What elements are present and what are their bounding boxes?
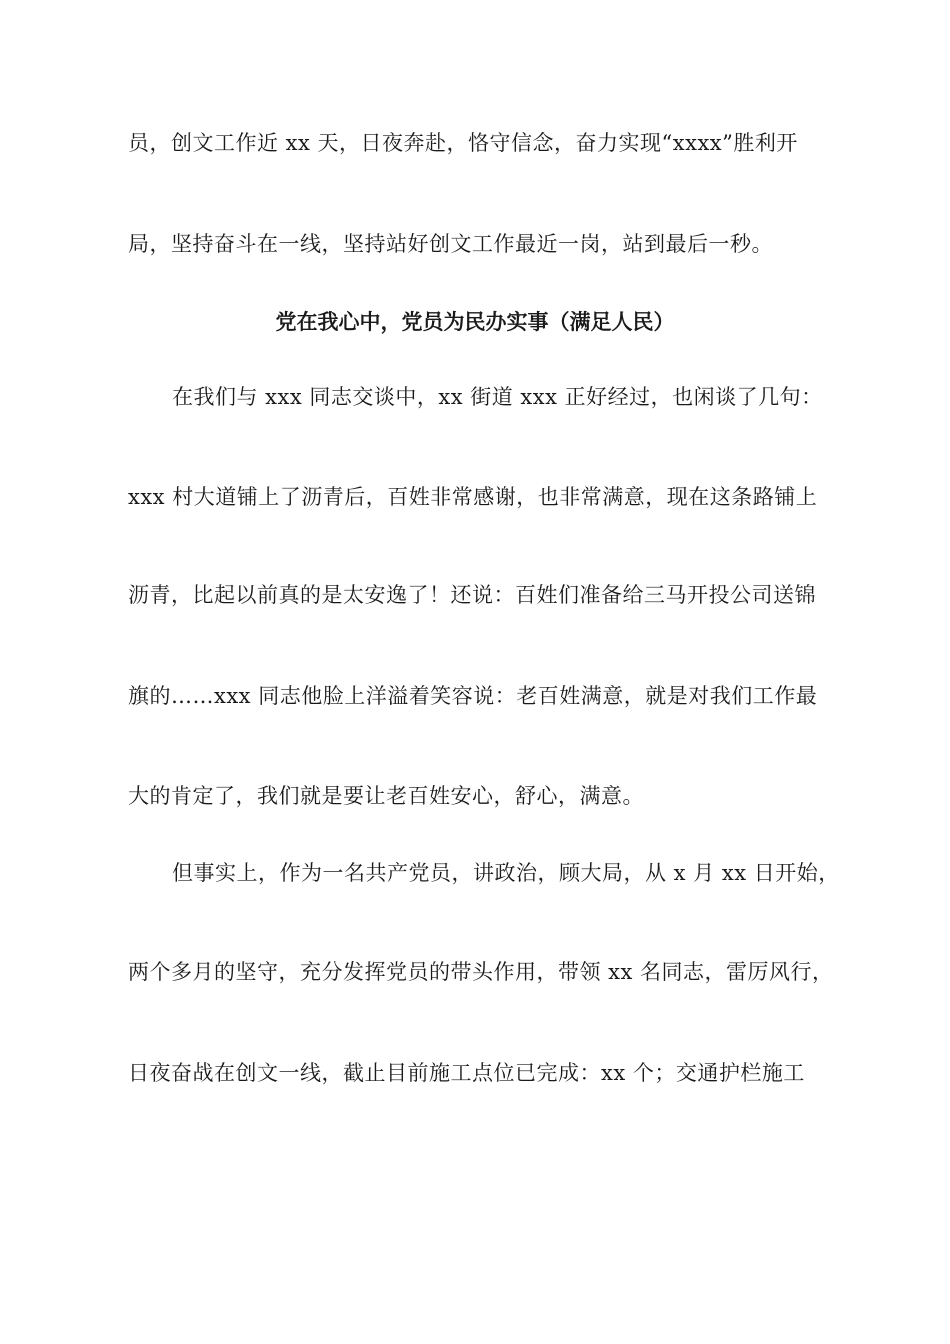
paragraph-line: xxx 村大道铺上了沥青后，百姓非常感谢，也非常满意，现在这条路铺上 — [128, 485, 818, 509]
paragraph-line: 两个多月的坚守，充分发挥党员的带头作用，带领 xx 名同志，雷厉风行， — [128, 960, 834, 984]
paragraph-line: 员，创文工作近 xx 天，日夜奔赴，恪守信念，奋力实现“xxxx”胜利开 — [128, 131, 798, 155]
paragraph-line: 但事实上，作为一名共产党员，讲政治，顾大局，从 x 月 xx 日开始， — [172, 861, 840, 885]
paragraph-line: 旗的……xxx 同志他脸上洋溢着笑容说：老百姓满意，就是对我们工作最 — [128, 684, 818, 708]
paragraph-line: 在我们与 xxx 同志交谈中，xx 街道 xxx 正好经过，也闲谈了几句： — [172, 385, 823, 409]
paragraph-line: 日夜奋战在创文一线，截止目前施工点位已完成：xx 个；交通护栏施工 — [128, 1061, 805, 1085]
paragraph-line: 沥青，比起以前真的是太安逸了！还说：百姓们准备给三马开投公司送锦 — [128, 583, 816, 607]
section-heading: 党在我心中，党员为民办实事（满足人民） — [275, 310, 675, 334]
paragraph-line: 局，坚持奋斗在一线，坚持站好创文工作最近一岗，站到最后一秒。 — [128, 232, 773, 256]
paragraph-line: 大的肯定了，我们就是要让老百姓安心，舒心，满意。 — [128, 784, 644, 808]
